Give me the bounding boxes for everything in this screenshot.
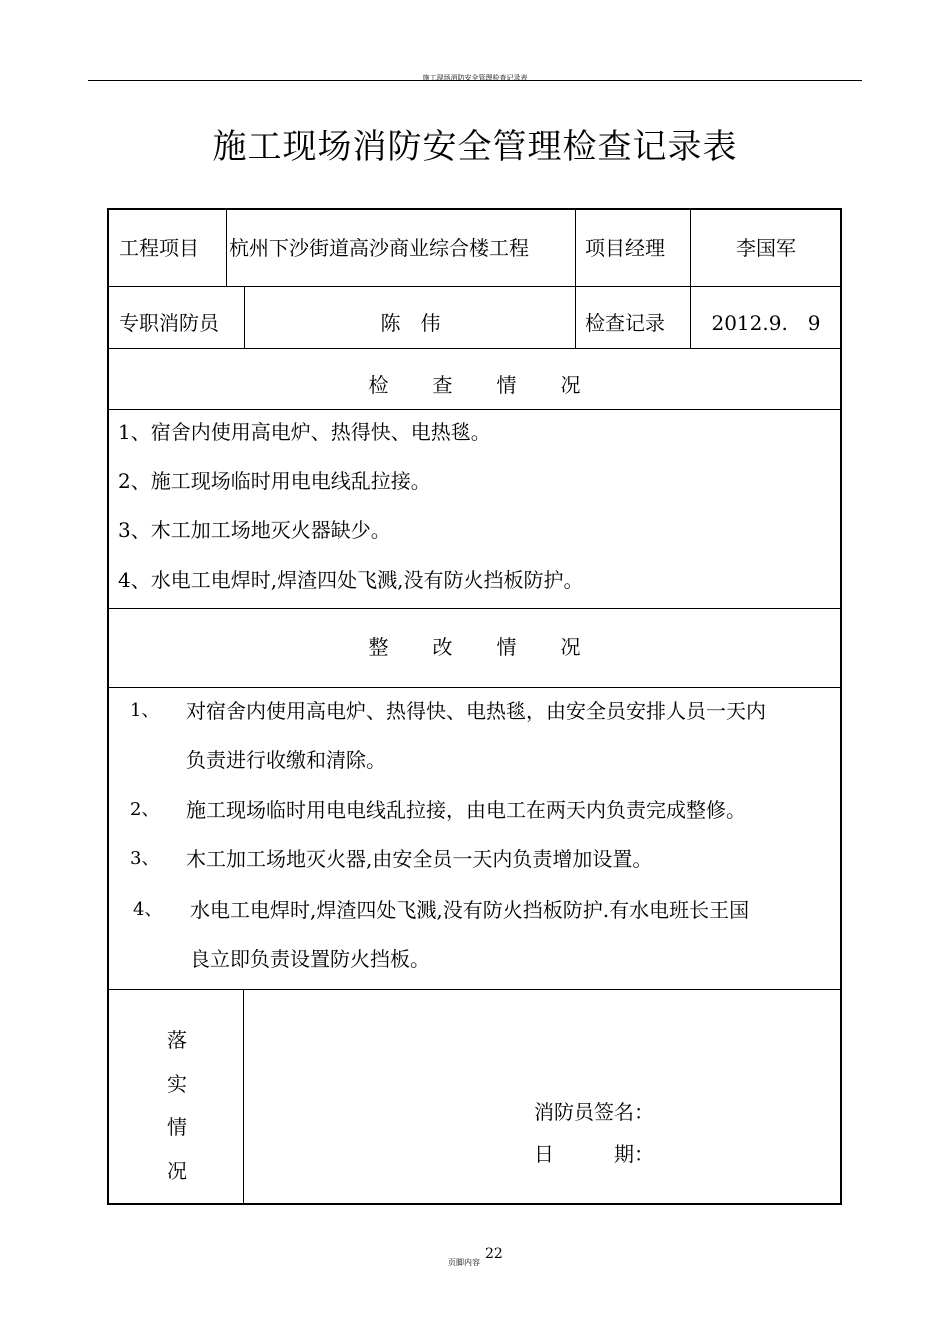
row-divider (108, 687, 841, 688)
col-divider (244, 287, 245, 348)
row-divider (108, 608, 841, 609)
inspection-item: 2、施工现场临时用电电线乱拉接。 (118, 469, 431, 493)
col-divider (243, 990, 244, 1203)
col-divider (226, 209, 227, 286)
row-divider (108, 409, 841, 410)
rectification-item-line: 施工现场临时用电电线乱拉接，由电工在两天内负责完成整修。 (186, 798, 746, 822)
implementation-label-char: 落 (167, 1028, 187, 1052)
signature-label: 消防员签名： (534, 1100, 654, 1124)
fire-officer-label: 专职消防员 (119, 311, 219, 335)
page-number: 22 (485, 1246, 503, 1262)
rectification-item-line: 对宿舍内使用高电炉、热得快、电热毯，由安全员安排人员一天内 (186, 699, 766, 723)
implementation-label-char: 情 (167, 1115, 187, 1139)
rectification-item-line: 负责进行收缴和清除。 (186, 748, 386, 772)
implementation-label-char: 况 (167, 1159, 187, 1183)
page-title: 施工现场消防安全管理检查记录表 (212, 127, 738, 167)
project-value: 杭州下沙街道高沙商业综合楼工程 (229, 236, 529, 260)
row-divider (108, 286, 841, 287)
inspection-item: 1、宿舍内使用高电炉、热得快、电热毯。 (118, 420, 491, 444)
page-footer (420, 1246, 530, 1270)
rectification-item-number: 2、 (130, 799, 160, 820)
fire-officer-value: 陈 伟 (380, 311, 441, 335)
rectification-item-line: 良立即负责设置防火挡板。 (190, 947, 430, 971)
inspection-heading: 检查情况 (368, 373, 625, 397)
manager-label: 项目经理 (585, 236, 665, 260)
implementation-label-char: 实 (167, 1072, 187, 1096)
date-label: 日 期： (534, 1142, 654, 1166)
record-label: 检查记录 (585, 311, 665, 335)
footer-label: 页脚内容 (448, 1258, 480, 1267)
rectification-item-number: 3、 (130, 848, 160, 869)
row-divider (108, 348, 841, 349)
row-divider (108, 989, 841, 990)
page-header: 施工现场消防安全管理检查记录表 (422, 74, 528, 82)
project-label: 工程项目 (119, 236, 199, 260)
inspection-item: 4、水电工电焊时,焊渣四处飞溅,没有防火挡板防护。 (118, 568, 584, 592)
rectification-item-line: 水电工电焊时,焊渣四处飞溅,没有防火挡板防护.有水电班长王国 (190, 898, 750, 922)
record-value: 2012.9. 9 (711, 311, 821, 335)
manager-value: 李国军 (736, 236, 796, 260)
inspection-item: 3、木工加工场地灭火器缺少。 (118, 518, 391, 542)
col-divider (690, 209, 691, 348)
col-divider (575, 209, 576, 348)
rectification-item-line: 木工加工场地灭火器,由安全员一天内负责增加设置。 (186, 847, 653, 871)
rectification-item-number: 4、 (133, 899, 163, 920)
rectification-heading: 整改情况 (368, 635, 625, 659)
rectification-item-number: 1、 (130, 700, 160, 721)
